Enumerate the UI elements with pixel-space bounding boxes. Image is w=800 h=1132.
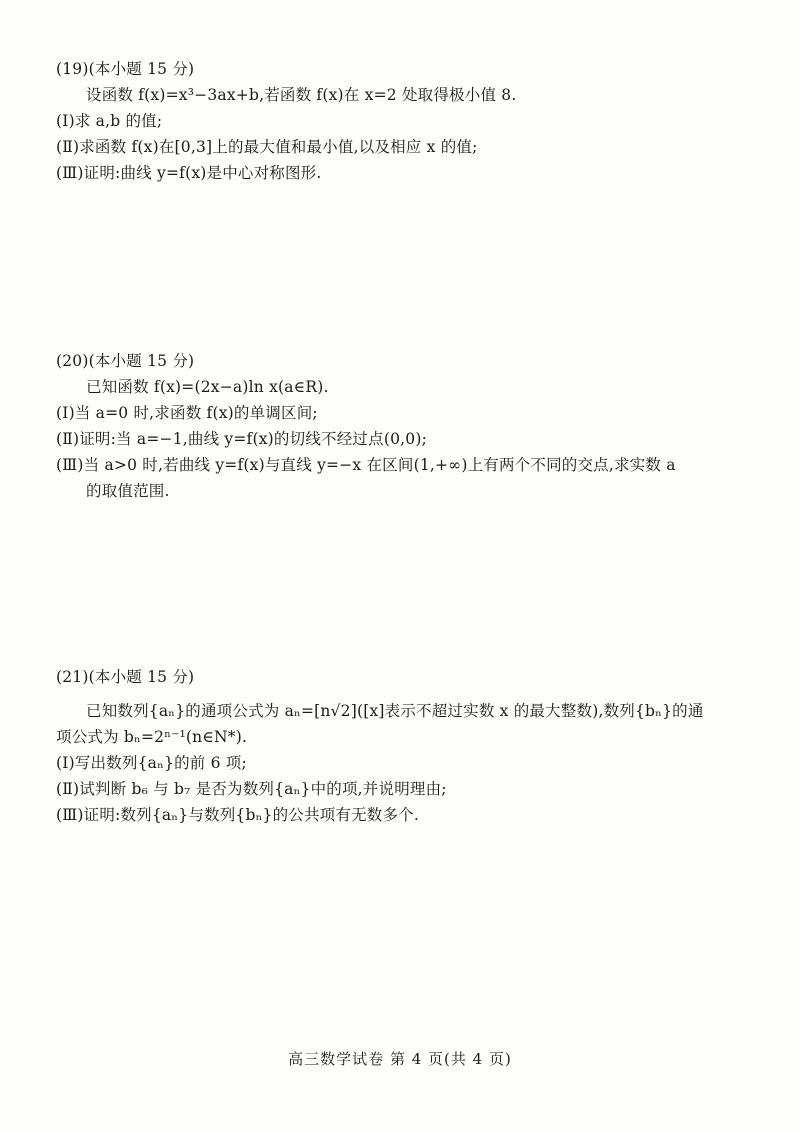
sub-question-3: (Ⅲ)证明:曲线 y=f(x)是中心对称图形. [56, 164, 322, 182]
problem-header: (19)(本小题 15 分) [56, 60, 195, 78]
problem-statement: 已知数列{aₙ}的通项公式为 aₙ=[n√2]([x]表示不超过实数 x 的最大整数),数列{bₙ}的通 [86, 702, 704, 720]
sub-question-1: (Ⅰ)当 a=0 时,求函数 f(x)的单调区间; [56, 404, 318, 422]
problem-header: (21)(本小题 15 分) [56, 668, 195, 686]
problem-statement: 设函数 f(x)=x³−3ax+b,若函数 f(x)在 x=2 处取得极小值 8. [86, 86, 517, 104]
problem-21 [56, 664, 746, 828]
problem-header: (20)(本小题 15 分) [56, 352, 195, 370]
problem-20 [56, 348, 746, 504]
sub-question-1: (Ⅰ)求 a,b 的值; [56, 112, 163, 130]
sub-question-3: (Ⅲ)当 a>0 时,若曲线 y=f(x)与直线 y=−x 在区间(1,+∞)上有两个不同的交点,求实数 a [56, 456, 676, 474]
sub-question-2: (Ⅱ)证明:当 a=−1,曲线 y=f(x)的切线不经过点(0,0); [56, 430, 427, 448]
sub-question-2: (Ⅱ)试判断 b₆ 与 b₇ 是否为数列{aₙ}中的项,并说明理由; [56, 780, 447, 798]
sub-question-2: (Ⅱ)求函数 f(x)在[0,3]上的最大值和最小值,以及相应 x 的值; [56, 138, 478, 156]
problem-statement: 已知函数 f(x)=(2x−a)ln x(a∈R). [86, 378, 329, 396]
page-footer: 高三数学试卷 第 4 页(共 4 页) [288, 1050, 512, 1068]
sub-question-3-continued: 的取值范围. [86, 482, 170, 500]
sub-question-1: (Ⅰ)写出数列{aₙ}的前 6 项; [56, 754, 247, 772]
problem-19 [56, 56, 746, 186]
sub-question-3: (Ⅲ)证明:数列{aₙ}与数列{bₙ}的公共项有无数多个. [56, 806, 420, 824]
problem-statement-continued: 项公式为 bₙ=2ⁿ⁻¹(n∈N*). [56, 728, 248, 746]
